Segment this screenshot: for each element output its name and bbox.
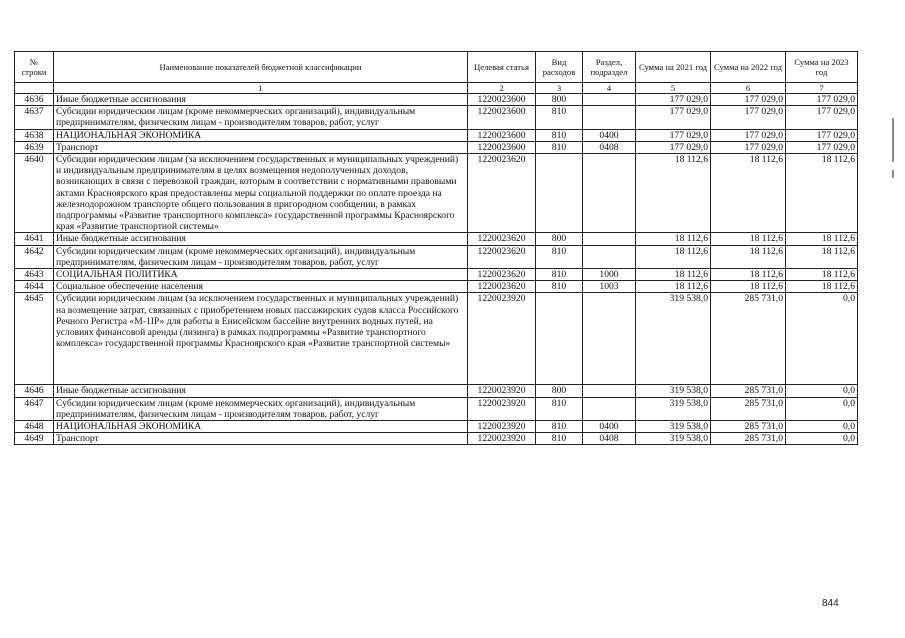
table-row [15,94,858,106]
row-sum-2023: 0,0 [786,385,858,397]
row-section [583,233,636,245]
row-sum-2023: 18 112,6 [786,269,858,281]
row-sum-2022: 177 029,0 [711,106,786,129]
column-number: 7 [786,83,858,94]
budget-table [14,51,858,445]
row-section: 1000 [583,269,636,281]
row-sum-2021: 18 112,6 [636,154,711,233]
row-name: Иные бюджетные ассигнования [54,233,468,245]
row-sum-2023: 18 112,6 [786,154,858,233]
header-kind: Вид расходов [536,52,583,83]
row-section: 0408 [583,433,636,445]
row-sum-2022: 18 112,6 [711,281,786,293]
row-name: Субсидии юридическим лицам (за исключением государственных и муниципальных учреждений) и индивидуальным предпринимателям в целях возмещения недополученных доходов, возникающих в связи с перевозкой граждан, которым в соответствии с нормативными правовыми актами Красноярского края предоставлены меры социальной поддержки по оплате проезда на железнодорожном транспорте общего пользования в пригородном сообщении, в рамках подпрограммы «Развитие транспортного комплекса» государственной программы Красноярского края «Развитие транспортной системы» [54,154,468,233]
row-sum-2023: 0,0 [786,421,858,433]
row-section: 0400 [583,129,636,141]
row-name: Субсидии юридическим лицам (кроме некоммерческих организаций), индивидуальным предпринимателям, физическим лицам - производителям товаров, работ, услуг [54,245,468,268]
row-sum-2021: 319 538,0 [636,397,711,420]
table-row [15,154,858,233]
table-row [15,269,858,281]
table-row [15,233,858,245]
row-sum-2021: 319 538,0 [636,293,711,385]
header-row-no: № строки [15,52,54,83]
row-name: Субсидии юридическим лицам (кроме некоммерческих организаций), индивидуальным предпринимателям, физическим лицам - производителям товаров, работ, услуг [54,397,468,420]
row-kind: 810 [536,281,583,293]
row-sum-2022: 285 731,0 [711,421,786,433]
row-section [583,245,636,268]
header-sum-2022: Сумма на 2022 год [711,52,786,83]
header-sum-2023: Сумма на 2023 год [786,52,858,83]
row-target: 1220023920 [468,421,536,433]
scan-edge-mark [892,118,894,162]
row-sum-2023: 18 112,6 [786,281,858,293]
row-sum-2021: 319 538,0 [636,421,711,433]
row-sum-2021: 177 029,0 [636,94,711,106]
row-name: НАЦИОНАЛЬНАЯ ЭКОНОМИКА [54,421,468,433]
table-row [15,281,858,293]
row-name: Транспорт [54,433,468,445]
column-number: 5 [636,83,711,94]
row-sum-2022: 177 029,0 [711,129,786,141]
header-name: Наименование показателей бюджетной классификации [54,52,468,83]
column-number: 2 [468,83,536,94]
row-sum-2023: 18 112,6 [786,233,858,245]
row-kind [536,154,583,233]
column-numbers-row [15,83,858,94]
row-sum-2021: 177 029,0 [636,106,711,129]
row-section [583,397,636,420]
row-target: 1220023620 [468,245,536,268]
row-name: НАЦИОНАЛЬНАЯ ЭКОНОМИКА [54,129,468,141]
row-sum-2021: 18 112,6 [636,281,711,293]
row-target: 1220023920 [468,397,536,420]
row-sum-2022: 285 731,0 [711,385,786,397]
row-target: 1220023620 [468,269,536,281]
row-section: 0408 [583,141,636,153]
row-sum-2023: 0,0 [786,293,858,385]
row-kind: 800 [536,233,583,245]
header-row [15,52,858,83]
row-sum-2023: 177 029,0 [786,94,858,106]
row-target: 1220023600 [468,106,536,129]
row-sum-2021: 319 538,0 [636,433,711,445]
row-kind: 810 [536,106,583,129]
header-section: Раздел, подраздел [583,52,636,83]
row-sum-2023: 177 029,0 [786,129,858,141]
scan-edge-mark [892,170,894,178]
row-sum-2021: 18 112,6 [636,269,711,281]
row-number: 4638 [15,129,54,141]
row-sum-2021: 18 112,6 [636,245,711,268]
row-number: 4636 [15,94,54,106]
row-section [583,154,636,233]
row-section [583,293,636,385]
row-sum-2023: 177 029,0 [786,141,858,153]
row-number: 4642 [15,245,54,268]
header-sum-2021: Сумма на 2021 год [636,52,711,83]
row-number: 4645 [15,293,54,385]
row-target: 1220023620 [468,233,536,245]
row-sum-2023: 0,0 [786,397,858,420]
row-number: 4637 [15,106,54,129]
table-row [15,245,858,268]
row-sum-2022: 285 731,0 [711,433,786,445]
page-number: 844 [822,598,839,609]
row-sum-2022: 285 731,0 [711,293,786,385]
column-number: 3 [536,83,583,94]
row-target: 1220023600 [468,94,536,106]
row-section: 0400 [583,421,636,433]
row-sum-2022: 18 112,6 [711,269,786,281]
column-number: 1 [54,83,468,94]
row-number: 4640 [15,154,54,233]
row-number: 4641 [15,233,54,245]
row-sum-2022: 177 029,0 [711,141,786,153]
row-sum-2021: 177 029,0 [636,141,711,153]
row-sum-2021: 18 112,6 [636,233,711,245]
row-target: 1220023620 [468,154,536,233]
row-target: 1220023600 [468,129,536,141]
row-kind: 810 [536,269,583,281]
column-number: 6 [711,83,786,94]
row-number: 4644 [15,281,54,293]
row-kind: 810 [536,397,583,420]
row-kind: 810 [536,141,583,153]
row-section [583,94,636,106]
row-name: Иные бюджетные ассигнования [54,385,468,397]
table-row [15,421,858,433]
header-target: Целевая статья [468,52,536,83]
row-number: 4649 [15,433,54,445]
row-name: Транспорт [54,141,468,153]
row-number: 4648 [15,421,54,433]
table-row [15,141,858,153]
row-kind [536,293,583,385]
row-target: 1220023620 [468,281,536,293]
row-sum-2023: 18 112,6 [786,245,858,268]
table-row [15,433,858,445]
row-sum-2023: 0,0 [786,433,858,445]
column-number: 4 [583,83,636,94]
row-sum-2023: 177 029,0 [786,106,858,129]
row-sum-2022: 18 112,6 [711,233,786,245]
row-sum-2022: 18 112,6 [711,245,786,268]
row-name: Субсидии юридическим лицам (кроме некоммерческих организаций), индивидуальным предпринимателям, физическим лицам - производителям товаров, работ, услуг [54,106,468,129]
row-name: Иные бюджетные ассигнования [54,94,468,106]
row-sum-2021: 319 538,0 [636,385,711,397]
row-kind: 810 [536,433,583,445]
row-name: Субсидии юридическим лицам (за исключением государственных и муниципальных учреждений) на возмещение затрат, связанных с приобретением новых пассажирских судов класса Российского Речного Регистра «М-1IР» для работы в Енисейском бассейне внутренних водных путей, на условиях финансовой аренды (лизинга) в рамках подпрограммы «Развитие транспортного комплекса» государственной программы Красноярского края «Развитие транспортной системы» [54,293,468,385]
row-name: Социальное обеспечение населения [54,281,468,293]
row-number: 4647 [15,397,54,420]
row-kind: 800 [536,385,583,397]
row-number: 4639 [15,141,54,153]
table-row [15,293,858,385]
row-sum-2022: 285 731,0 [711,397,786,420]
row-name: СОЦИАЛЬНАЯ ПОЛИТИКА [54,269,468,281]
column-number [15,83,54,94]
table-row [15,385,858,397]
row-kind: 810 [536,421,583,433]
row-sum-2022: 18 112,6 [711,154,786,233]
table-row [15,106,858,129]
row-sum-2022: 177 029,0 [711,94,786,106]
row-section [583,106,636,129]
table-row [15,129,858,141]
row-section: 1003 [583,281,636,293]
row-section [583,385,636,397]
table-row [15,397,858,420]
row-target: 1220023600 [468,141,536,153]
row-kind: 810 [536,129,583,141]
row-target: 1220023920 [468,293,536,385]
row-kind: 810 [536,245,583,268]
row-number: 4643 [15,269,54,281]
row-kind: 800 [536,94,583,106]
row-number: 4646 [15,385,54,397]
row-sum-2021: 177 029,0 [636,129,711,141]
row-target: 1220023920 [468,433,536,445]
row-target: 1220023920 [468,385,536,397]
